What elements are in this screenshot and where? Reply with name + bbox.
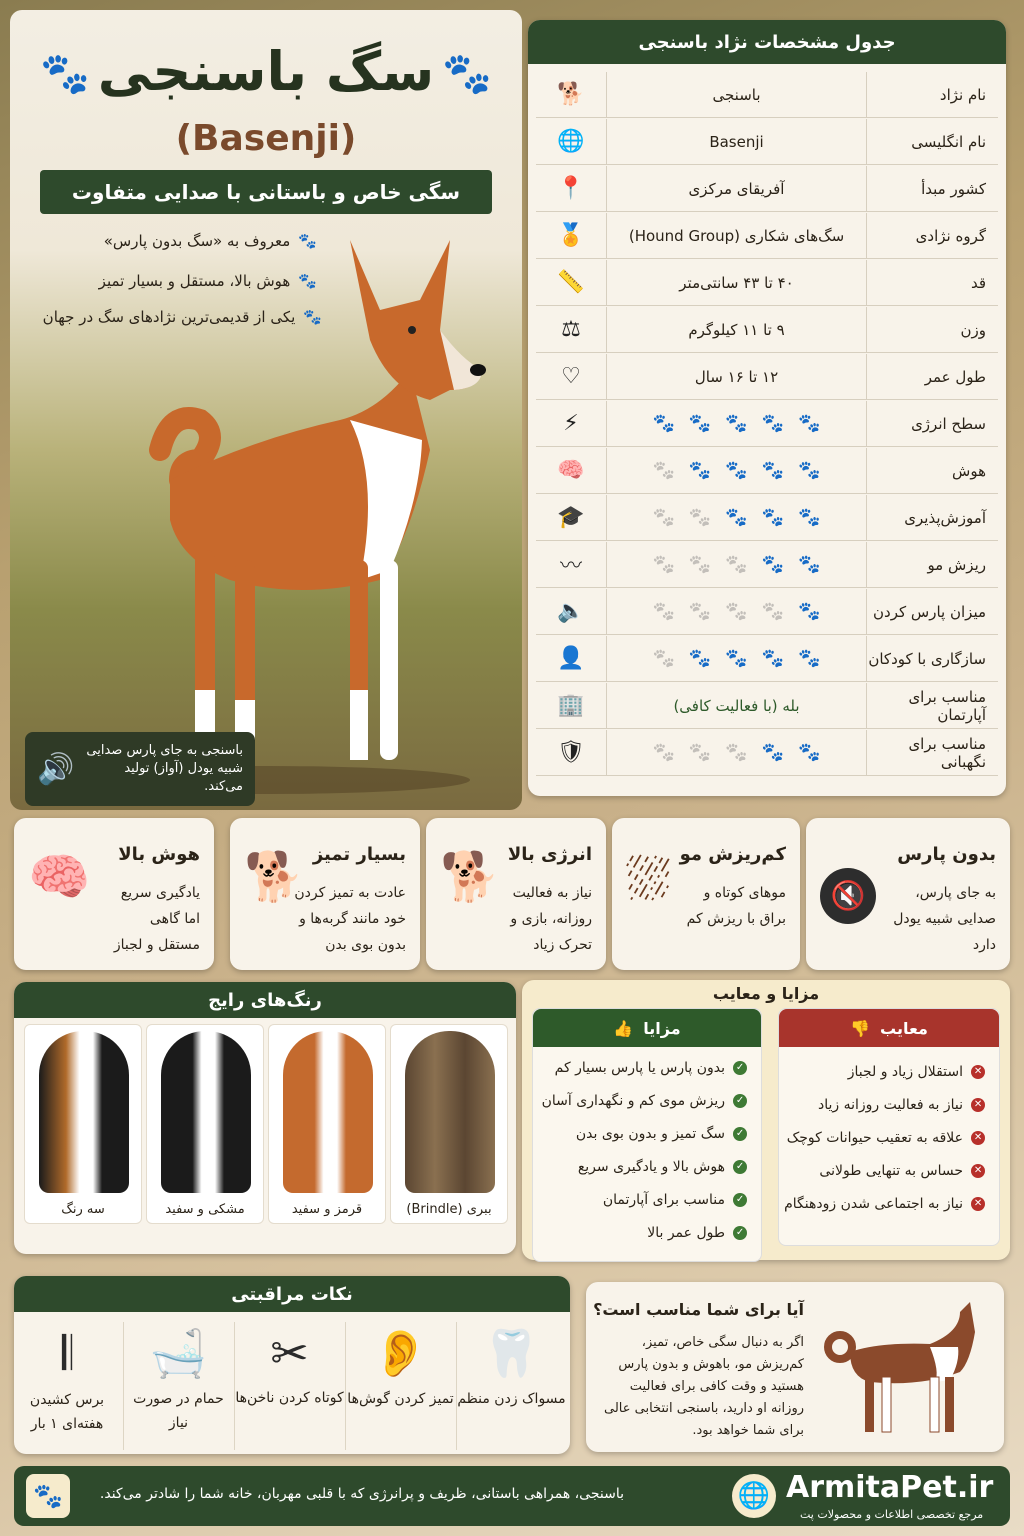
- paw-empty-icon: 🐾: [652, 460, 675, 481]
- rating-paws: [606, 448, 866, 493]
- black-white-dog-image: [161, 1031, 251, 1193]
- spec-row-label: آموزش‌پذیری: [866, 495, 998, 540]
- paw-icon: 🐾: [26, 1474, 70, 1518]
- paw-icon: 🐾: [303, 308, 322, 326]
- suitability-panel: [586, 1282, 1004, 1452]
- pros-cons-title: مزایا و معایب: [712, 984, 820, 1003]
- paw-filled-icon: 🐾: [688, 413, 712, 434]
- hair-icon: 〰: [559, 554, 582, 579]
- paw-filled-icon: 🐾: [688, 648, 712, 669]
- building-icon: 🏢: [557, 693, 585, 718]
- ruler-icon: 📏: [557, 270, 585, 295]
- paw-filled-icon: 🐾: [725, 413, 748, 434]
- paw-filled-icon: 🐾: [652, 413, 675, 434]
- paw-icon: 🐾: [298, 272, 317, 290]
- weight-icon: ⚖: [561, 317, 581, 342]
- spec-row: [536, 636, 998, 682]
- spec-row: [536, 730, 998, 776]
- child-icon: 👤: [557, 646, 585, 671]
- rating-paws: [606, 730, 866, 775]
- brand-tagline: مرجع تخصصی اطلاعات و محصولات پت: [800, 1508, 984, 1521]
- thumbs-down-icon: 👎: [850, 1018, 871, 1038]
- paw-icon: 🐾: [298, 232, 317, 250]
- paw-empty-icon: 🐾: [688, 601, 712, 622]
- paw-filled-icon: 🐾: [761, 413, 785, 434]
- speaker-muted-icon: 🔈: [557, 599, 585, 624]
- spec-row-label: نام نژاد: [866, 72, 998, 117]
- spec-row-value: ۱۲ تا ۱۶ سال: [606, 354, 866, 399]
- paw-filled-icon: 🐾: [761, 554, 785, 575]
- bark-note: باسنجی به جای پارس صدایی شبیه یودل (آواز) تولید می‌کند. 🔊: [25, 732, 255, 806]
- sitting-dog-icon: 🐕: [244, 849, 304, 905]
- mute-icon: 🔇: [820, 854, 876, 924]
- running-dog-icon: 🐕: [440, 849, 500, 905]
- brand-name[interactable]: ArmitaPet.ir: [786, 1470, 994, 1505]
- check-icon: ✓: [733, 1160, 747, 1174]
- paw-filled-icon: 🐾: [761, 507, 785, 528]
- cross-icon: ✕: [971, 1197, 985, 1211]
- cross-icon: ✕: [971, 1131, 985, 1145]
- award-ribbon-icon: 🏅: [557, 223, 585, 248]
- color-card: مشکی و سفید: [146, 1024, 264, 1224]
- suitability-title: آیا برای شما مناسب است؟: [593, 1300, 804, 1319]
- color-card: قرمز و سفید: [268, 1024, 386, 1224]
- paw-empty-icon: 🐾: [688, 507, 712, 528]
- page-title: سگ باسنجی: [97, 40, 435, 103]
- basenji-side-illustration: [810, 1292, 990, 1442]
- paw-filled-icon: 🐾: [725, 460, 748, 481]
- pro-item: ✓ سگ تمیز و بدون بوی بدن: [533, 1117, 761, 1150]
- spec-row-label: قد: [866, 260, 998, 305]
- paw-icon: 🐾: [442, 51, 492, 97]
- spec-row-value: آفریقای مرکزی: [606, 166, 866, 211]
- paw-empty-icon: 🐾: [652, 601, 675, 622]
- speaker-icon: 🔊: [37, 751, 75, 787]
- spec-row-value: بله (با فعالیت کافی): [606, 683, 866, 728]
- spec-row: [536, 72, 998, 118]
- spec-row: [536, 354, 998, 400]
- suitability-text: اگر به دنبال سگی خاص، تمیز، کم‌ریزش مو، باهوش و بدون پارس هستید و وقت کافی برای فعالیت روزانه او دارید، باسنجی انتخابی عالی برای شما خواهد بود.: [604, 1335, 804, 1438]
- care-item: 🛁 حمام در صورت نیاز: [123, 1322, 233, 1450]
- con-item: ✕ نیاز به اجتماعی شدن زودهنگام: [779, 1187, 999, 1220]
- spec-row-label: کشور مبدأ: [866, 166, 998, 211]
- check-icon: ✓: [733, 1094, 747, 1108]
- spec-table-title: جدول مشخصات نژاد باسنجی: [528, 20, 1006, 64]
- lightning-icon: ⚡: [563, 411, 579, 436]
- tooth-icon: 🦷: [482, 1326, 541, 1380]
- footer: [14, 1466, 1010, 1526]
- spec-row-label: هوش: [866, 448, 998, 493]
- spec-row: [536, 448, 998, 494]
- spec-row: [536, 213, 998, 259]
- basenji-dog-illustration: [50, 220, 520, 800]
- spec-row-label: میزان پارس کردن: [866, 589, 998, 634]
- subtitle-ribbon: سگی خاص و باستانی با صدایی متفاوت: [40, 170, 492, 214]
- globe-search-icon: 🌐: [732, 1474, 776, 1518]
- spec-row-label: سازگاری با کودکان: [866, 636, 998, 681]
- rating-paws: [606, 495, 866, 540]
- graduation-cap-icon: 🎓: [557, 505, 585, 530]
- check-icon: ✓: [733, 1061, 747, 1075]
- paw-icon: 🐾: [40, 51, 90, 97]
- paw-empty-icon: 🐾: [652, 648, 675, 669]
- paw-filled-icon: 🐾: [761, 742, 785, 763]
- cross-icon: ✕: [971, 1164, 985, 1178]
- con-item: ✕ حساس به تنهایی طولانی: [779, 1154, 999, 1187]
- spec-row-label: ریزش مو: [866, 542, 998, 587]
- brindle-dog-image: [405, 1031, 495, 1193]
- spec-row-value: ۴۰ تا ۴۳ سانتی‌متر: [606, 260, 866, 305]
- thumbs-up-icon: 👍: [613, 1018, 634, 1038]
- english-title: (Basenji): [175, 118, 357, 159]
- spec-row-value: ۹ تا ۱۱ کیلوگرم: [606, 307, 866, 352]
- spec-row: [536, 166, 998, 212]
- hair-follicle-icon: ⛆: [626, 848, 671, 913]
- footer-text: باسنجی، همراهی باستانی، ظریف و پرانرژی که با قلبی مهربان، خانه شما را شادتر می‌کند.: [99, 1486, 624, 1502]
- cross-icon: ✕: [971, 1098, 985, 1112]
- color-card: سه رنگ: [24, 1024, 142, 1224]
- cross-icon: ✕: [971, 1065, 985, 1079]
- con-item: ✕ نیاز به فعالیت روزانه زیاد: [779, 1088, 999, 1121]
- red-white-dog-image: [283, 1031, 373, 1193]
- feature-line: 🐾 یکی از قدیمی‌ترین نژادهای سگ در جهان: [42, 308, 322, 326]
- feature-card: بسیار تمیز عادت به تمیز کردن خود مانند گربه‌ها و بدون بوی بدن 🐕: [230, 818, 420, 970]
- paw-filled-icon: 🐾: [798, 507, 821, 528]
- feature-line: 🐾 هوش بالا، مستقل و بسیار تمیز: [98, 272, 317, 290]
- tricolor-dog-image: [39, 1031, 129, 1193]
- care-item: 👂 تمیز کردن گوش‌ها: [345, 1322, 455, 1450]
- spec-row: [536, 119, 998, 165]
- check-icon: ✓: [733, 1193, 747, 1207]
- pro-item: ✓ طول عمر بالا: [533, 1216, 761, 1249]
- spec-row: [536, 495, 998, 541]
- spec-row: [536, 401, 998, 447]
- check-icon: ✓: [733, 1226, 747, 1240]
- paw-empty-icon: 🐾: [652, 554, 675, 575]
- color-card: ببری (Brindle): [390, 1024, 508, 1224]
- rating-paws: [606, 636, 866, 681]
- rating-paws: [606, 401, 866, 446]
- location-pin-icon: 📍: [557, 176, 585, 201]
- spec-row-label: گروه نژادی: [866, 213, 998, 258]
- spec-row: [536, 260, 998, 306]
- pro-item: ✓ بدون پارس یا پارس بسیار کم: [533, 1051, 761, 1084]
- spec-row: [536, 683, 998, 729]
- paw-filled-icon: 🐾: [798, 413, 821, 434]
- paw-filled-icon: 🐾: [798, 742, 821, 763]
- rating-paws: [606, 542, 866, 587]
- paw-filled-icon: 🐾: [761, 648, 785, 669]
- pro-item: ✓ ریزش موی کم و نگهداری آسان: [533, 1084, 761, 1117]
- care-item: ✂ کوتاه کردن ناخن‌ها: [234, 1322, 344, 1450]
- paw-filled-icon: 🐾: [725, 507, 748, 528]
- brain-icon: 🧠: [28, 848, 91, 906]
- pros-cons-panel: [522, 980, 1010, 1260]
- feature-line: 🐾 معروف به «سگ بدون پارس»: [103, 232, 317, 250]
- paw-empty-icon: 🐾: [688, 742, 712, 763]
- bathtub-icon: 🛁: [149, 1326, 208, 1380]
- paw-empty-icon: 🐾: [652, 507, 675, 528]
- feature-card: بدون پارس به جای پارس، صدایی شبیه یودل دارد 🔇: [806, 818, 1010, 970]
- paw-empty-icon: 🐾: [652, 742, 675, 763]
- con-item: ✕ علاقه به تعقیب حیوانات کوچک: [779, 1121, 999, 1154]
- spec-row-value: سگ‌های شکاری (Hound Group): [606, 213, 866, 258]
- paw-filled-icon: 🐾: [798, 601, 821, 622]
- care-title: نکات مراقبتی: [14, 1276, 570, 1312]
- spec-row: [536, 542, 998, 588]
- spec-row-label: مناسب برای نگهبانی: [866, 730, 998, 775]
- globe-icon: 🌐: [557, 129, 585, 154]
- feature-card: کم‌ریزش مو موهای کوتاه و براق با ریزش کم ⛆: [612, 818, 800, 970]
- care-panel: [14, 1276, 570, 1454]
- care-item: 🦷 مسواک زدن منظم: [456, 1322, 566, 1450]
- comb-icon: 𝄃: [61, 1326, 73, 1380]
- dog-icon: 🐕: [557, 82, 585, 107]
- shield-icon: 🛡: [557, 740, 585, 765]
- cons-list: معایب 👎 ✕ استقلال زیاد و لجباز ✕ نیاز به فعالیت روزانه زیاد ✕ علاقه به تعقیب حیوانات کوچک ✕ حساس به تنهایی طولانی ✕ نیاز به اجتماعی شدن زودهنگام: [778, 1008, 1000, 1246]
- paw-empty-icon: 🐾: [761, 601, 785, 622]
- feature-card: هوش بالا یادگیری سریع اما گاهی مستقل و لجباز 🧠: [14, 818, 214, 970]
- spec-row-label: سطح انرژی: [866, 401, 998, 446]
- pro-item: ✓ مناسب برای آپارتمان: [533, 1183, 761, 1216]
- care-item: 𝄃 برس کشیدن هفته‌ای ۱ بار: [12, 1322, 122, 1450]
- colors-panel: [14, 982, 516, 1254]
- paw-empty-icon: 🐾: [725, 601, 748, 622]
- paw-filled-icon: 🐾: [798, 460, 821, 481]
- paw-filled-icon: 🐾: [798, 554, 821, 575]
- spec-row-label: نام انگلیسی: [866, 119, 998, 164]
- spec-row-label: مناسب برای آپارتمان: [866, 683, 998, 728]
- spec-row-label: طول عمر: [866, 354, 998, 399]
- pro-item: ✓ هوش بالا و یادگیری سریع: [533, 1150, 761, 1183]
- spec-row: [536, 589, 998, 635]
- paw-empty-icon: 🐾: [725, 742, 748, 763]
- heart-pulse-icon: ♡: [561, 364, 581, 389]
- brain-icon: 🧠: [557, 458, 585, 483]
- spec-row: [536, 307, 998, 353]
- colors-title: رنگ‌های رایج: [14, 982, 516, 1018]
- paw-filled-icon: 🐾: [725, 648, 748, 669]
- pros-list: مزایا 👍 ✓ بدون پارس یا پارس بسیار کم ✓ ریزش موی کم و نگهداری آسان ✓ سگ تمیز و بدون بوی بدن ✓ هوش بالا و یادگیری سریع ✓ مناسب برای آپارتمان ✓ طول عمر بالا: [532, 1008, 762, 1262]
- spec-row-value: Basenji: [606, 119, 866, 164]
- paw-filled-icon: 🐾: [798, 648, 821, 669]
- ear-icon: 👂: [371, 1326, 430, 1380]
- spec-table: [528, 20, 1006, 796]
- check-icon: ✓: [733, 1127, 747, 1141]
- paw-empty-icon: 🐾: [725, 554, 748, 575]
- spec-row-value: باسنجی: [606, 72, 866, 117]
- hero-panel: [10, 10, 522, 810]
- nail-clipper-icon: ✂: [270, 1326, 309, 1380]
- paw-filled-icon: 🐾: [761, 460, 785, 481]
- paw-empty-icon: 🐾: [688, 554, 712, 575]
- spec-row-label: وزن: [866, 307, 998, 352]
- feature-card: انرژی بالا نیاز به فعالیت روزانه، بازی و تحرک زیاد 🐕: [426, 818, 606, 970]
- con-item: ✕ استقلال زیاد و لجباز: [779, 1055, 999, 1088]
- rating-paws: [606, 589, 866, 634]
- paw-filled-icon: 🐾: [688, 460, 712, 481]
